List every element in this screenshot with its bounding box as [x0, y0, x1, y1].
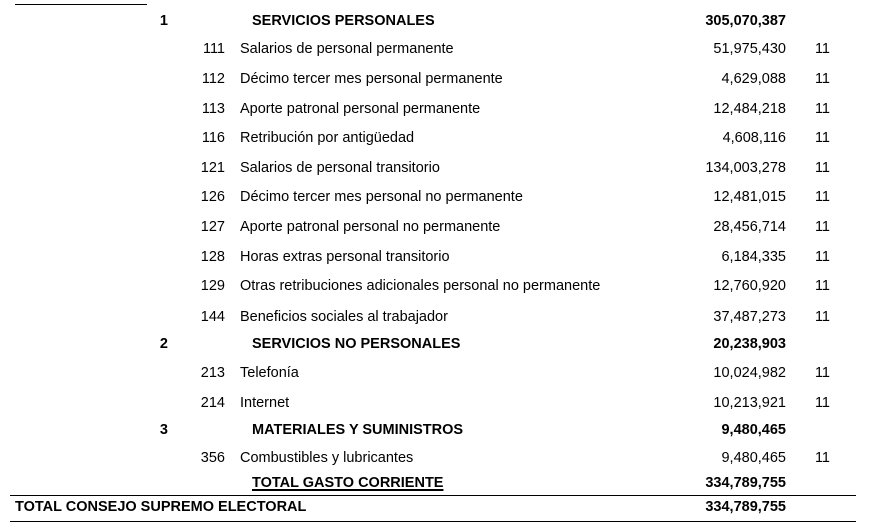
item-source: 11	[814, 189, 830, 205]
group-name: SERVICIOS NO PERSONALES	[252, 336, 461, 352]
item-description: Retribución por antigüedad	[240, 130, 415, 146]
item-source: 11	[814, 71, 830, 87]
group-row	[0, 8, 872, 34]
item-code: 116	[201, 130, 225, 146]
item-source: 11	[814, 101, 830, 117]
grand-total-row	[0, 494, 872, 520]
item-description: Horas extras personal transitorio	[240, 249, 450, 265]
item-amount: 12,484,218	[713, 101, 786, 117]
group-name: MATERIALES Y SUMINISTROS	[252, 422, 464, 438]
item-source: 11	[814, 309, 830, 325]
item-source: 11	[814, 219, 830, 235]
item-row	[0, 390, 872, 416]
group-code: 2	[159, 336, 168, 352]
total-rule-bottom	[10, 521, 856, 522]
group-total: 305,070,387	[705, 13, 786, 29]
item-code: 129	[200, 278, 225, 294]
item-code: 127	[200, 219, 225, 235]
total-gasto-corriente-label: TOTAL GASTO CORRIENTE	[252, 475, 444, 491]
item-source: 11	[814, 160, 830, 176]
group-row	[0, 417, 872, 443]
item-description: Décimo tercer mes personal permanente	[240, 71, 503, 87]
item-source: 11	[814, 41, 830, 57]
item-description: Internet	[240, 395, 290, 411]
item-amount: 4,629,088	[721, 71, 786, 87]
item-code: 112	[201, 71, 225, 87]
item-source: 11	[814, 450, 830, 466]
item-row	[0, 184, 872, 210]
subtotal-row	[0, 470, 872, 496]
item-code: 356	[200, 450, 225, 466]
item-code: 213	[200, 365, 225, 381]
item-description: Décimo tercer mes personal no permanente	[240, 189, 523, 205]
item-description: Salarios de personal permanente	[240, 41, 454, 57]
item-description: Aporte patronal personal permanente	[240, 101, 481, 117]
item-amount: 134,003,278	[705, 160, 786, 176]
item-code: 126	[200, 189, 225, 205]
top-rule	[15, 4, 147, 5]
item-source: 11	[814, 278, 830, 294]
item-code: 121	[200, 160, 225, 176]
group-row	[0, 331, 872, 357]
item-row	[0, 445, 872, 471]
group-total: 20,238,903	[713, 336, 786, 352]
item-description: Combustibles y lubricantes	[240, 450, 414, 466]
item-source: 11	[814, 365, 830, 381]
item-description: Otras retribuciones adicionales personal no permanente	[240, 278, 601, 294]
total-gasto-corriente-amount: 334,789,755	[705, 475, 786, 491]
total-consejo-label: TOTAL CONSEJO SUPREMO ELECTORAL	[15, 499, 307, 515]
item-description: Beneficios sociales al trabajador	[240, 309, 448, 325]
group-code: 1	[159, 13, 168, 29]
item-code: 128	[200, 249, 225, 265]
item-source: 11	[814, 130, 830, 146]
item-amount: 10,024,982	[713, 365, 786, 381]
item-row	[0, 273, 872, 299]
item-description: Aporte patronal personal no permanente	[240, 219, 501, 235]
item-row	[0, 155, 872, 181]
item-amount: 51,975,430	[713, 41, 786, 57]
item-amount: 9,480,465	[721, 450, 786, 466]
item-row	[0, 360, 872, 386]
item-source: 11	[814, 395, 830, 411]
item-amount: 28,456,714	[713, 219, 786, 235]
item-row	[0, 96, 872, 122]
item-source: 11	[814, 249, 830, 265]
item-amount: 12,481,015	[713, 189, 786, 205]
item-row	[0, 66, 872, 92]
group-code: 3	[159, 422, 168, 438]
item-code: 144	[200, 309, 225, 325]
item-row	[0, 244, 872, 270]
item-description: Salarios de personal transitorio	[240, 160, 440, 176]
group-name: SERVICIOS PERSONALES	[252, 13, 435, 29]
item-code: 113	[201, 101, 225, 117]
item-amount: 10,213,921	[713, 395, 786, 411]
item-code: 214	[200, 395, 225, 411]
item-amount: 37,487,273	[713, 309, 786, 325]
item-code: 111	[202, 41, 225, 57]
item-row	[0, 36, 872, 62]
item-amount: 4,608,116	[722, 130, 786, 146]
item-row	[0, 304, 872, 330]
item-row	[0, 214, 872, 240]
item-row	[0, 125, 872, 151]
total-consejo-amount: 334,789,755	[705, 499, 786, 515]
item-amount: 12,760,920	[713, 278, 786, 294]
group-total: 9,480,465	[721, 422, 786, 438]
item-description: Telefonía	[240, 365, 299, 381]
item-amount: 6,184,335	[721, 249, 786, 265]
